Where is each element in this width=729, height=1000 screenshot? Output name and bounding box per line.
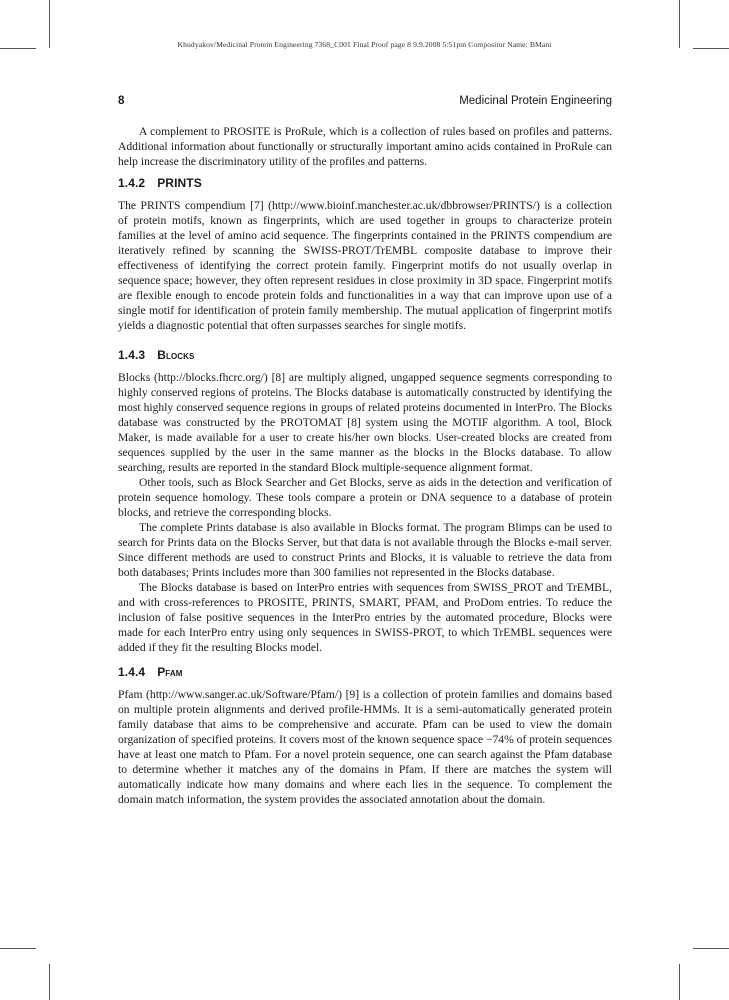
crop-mark	[693, 948, 729, 949]
blocks-paragraph: The complete Prints database is also available in Blocks format. The program Blimps can be used to search for Prints data on the Blocks Server, but that data is not available through the Blocks e-mail server. Since different methods are used to construct Prints and Blocks, it is valuable to retrieve the data from both databases; Prints includes more than 300 families not represented in the Blocks database.	[118, 521, 612, 579]
intro-paragraph: A complement to PROSITE is ProRule, which is a collection of rules based on profiles and patterns. Additional information about functionally or structurally important amino acids contained in ProRule can help increase the discriminatory utility of the profiles and patterns.	[118, 125, 612, 168]
running-head	[118, 95, 612, 111]
crop-mark	[49, 964, 50, 1000]
book-title: Medicinal Protein Engineering	[459, 95, 612, 107]
slug-line: Khudyakov/Medicinal Protein Engineering 7368_C001 Final Proof page 8 9.9.2008 5:51pm Compositor Name: BMani	[177, 40, 552, 49]
section-number: 1.4.4	[118, 665, 146, 679]
crop-mark	[0, 948, 36, 949]
crop-mark	[679, 964, 680, 1000]
blocks-paragraph: Other tools, such as Block Searcher and Get Blocks, serve as aids in the detection and verification of protein sequence homology. These tools compare a protein or DNA sequence to a database of protein blocks, and retrieve the corresponding blocks.	[118, 476, 612, 519]
page-body	[118, 124, 612, 807]
prints-paragraph: The PRINTS compendium [7] (http://www.bioinf.manchester.ac.uk/dbbrowser/PRINTS/) is a collection of protein motifs, known as fingerprints, which are used together in groups to characterize protein families at the level of amino acid sequence. The fingerprints contained in the PRINTS compendium are iteratively refined by scanning the SWISS-PROT/TrEMBL composite database to improve their effectiveness of identifying the correct protein family. Fingerprint motifs do not usually overlap in sequence space; however, they often represent residues in close proximity in 3D space. Fingerprint motifs are flexible enough to encode protein folds and functionalities in a way that can improve upon use of a single motif for identification of protein family membership. The mutual application of fingerprint motifs yields a diagnostic potential that often surpasses searches for single motifs.	[118, 199, 612, 332]
pfam-paragraph: Pfam (http://www.sanger.ac.uk/Software/Pfam/) [9] is a collection of protein families and domains based on multiple protein alignments and derived profile-HMMs. It is a semi-automatically generated protein family database that aims to be comprehensive and accurate. Pfam can be used to view the domain organization of specified proteins. It covers most of the known sequence space −74% of protein sequences have at least one match to Pfam. For a novel protein sequence, one can search against the Pfam database to determine whether it matches any of the domains in Pfam. If there are matches the system will automatically indicate how many domains and where each lies in the sequence. To complement the domain match information, the system provides the associated annotation about the domain.	[118, 688, 612, 806]
section-heading-pfam	[118, 665, 612, 680]
blocks-paragraph: Blocks (http://blocks.fhcrc.org/) [8] are multiply aligned, ungapped sequence segments corresponding to highly conserved regions of proteins. The Blocks database is automatically constructed by identifying the most highly conserved sequence regions in groups of related proteins documented in InterPro. The Blocks database was constructed by the PROTOMAT [8] system using the MOTIF algorithm. A tool, Block Maker, is made available for a user to create his/her own blocks. User-created blocks are created from sequences supplied by the user in the same manner as the blocks in the Blocks database. To allow searching, results are reported in the standard Block multiple-sequence alignment format.	[118, 371, 612, 474]
section-number: 1.4.3	[118, 348, 146, 362]
section-title: Pfam	[157, 665, 183, 679]
section-title: PRINTS	[157, 176, 202, 190]
blocks-paragraph: The Blocks database is based on InterPro entries with sequences from SWISS_PROT and TrEMBL, and with cross-references to PROSITE, PRINTS, SMART, PFAM, and ProDom entries. To reduce the inclusion of false positive sequences in the InterPro entries by the automated procedure, Blocks were made for each InterPro entry using only sequences in SWISS-PROT, to which TrEMBL sequences were added if they fit the resulting Blocks model.	[118, 581, 612, 654]
page-number: 8	[118, 95, 125, 107]
section-number: 1.4.2	[118, 176, 146, 190]
section-heading-blocks	[118, 348, 612, 363]
section-title: Blocks	[157, 348, 195, 362]
section-heading-prints	[118, 176, 612, 191]
